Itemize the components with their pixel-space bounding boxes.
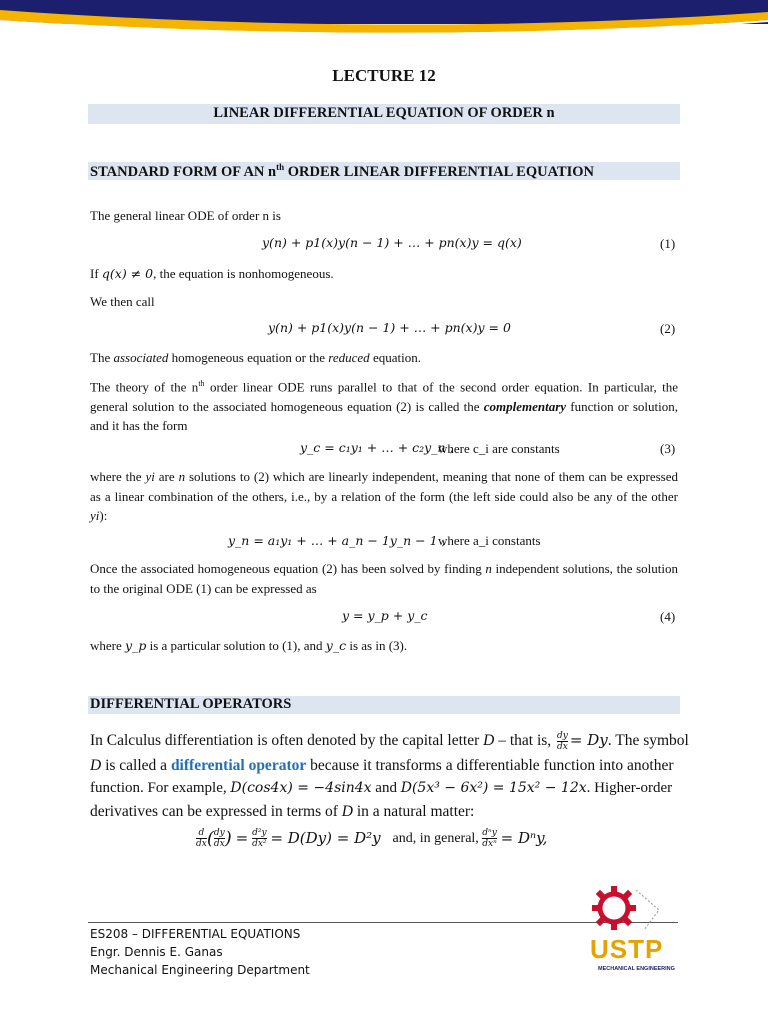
ustp-logo-subtext: MECHANICAL ENGINEERING xyxy=(598,966,675,972)
d-dx-fraction: $\frac{d}{dx}$ xyxy=(196,827,207,849)
topic-title: LINEAR DIFFERENTIAL EQUATION OF ORDER n xyxy=(213,105,555,121)
linear-independence-paragraph: where the yi are n solutions to (2) which are linearly independent, meaning that none of them can be expressed as a linear combination of the others, i.e., by a relation of the form (the left side could also be any of the other yi): xyxy=(90,469,678,523)
dny-dxn-fraction: dⁿy dxⁿ xyxy=(482,827,497,849)
footer-instructor: Engr. Dennis E. Ganas xyxy=(90,945,223,959)
equation-3-where: where c_i are constants xyxy=(438,441,560,456)
section2-title: DIFFERENTIAL OPERATORS xyxy=(90,696,292,712)
section1-title: STANDARD FORM OF AN $n^{th}$ ORDER LINEAR DIFFERENTIAL EQUATION xyxy=(90,162,595,180)
operator-line-4: derivatives can be expressed in terms of D in a natural matter: xyxy=(90,803,475,820)
footer-department: Mechanical Engineering Department xyxy=(90,963,310,977)
equation-4: y = y_p + y_c xyxy=(342,608,428,623)
linear-combination-equation: y_n = a₁y₁ + … + a_n − 1y_n − 1 , xyxy=(228,533,446,548)
footer-course: ES208 – DIFFERENTIAL EQUATIONS xyxy=(90,927,301,941)
lecture-title: LECTURE 12 xyxy=(332,66,436,85)
equation-3-number: (3) xyxy=(660,441,676,456)
operator-line-2: D is called a differential operator because it transforms a differentiable function into another xyxy=(90,757,674,774)
equation-2-number: (2) xyxy=(660,321,676,336)
linear-combination-where: where a_i constants xyxy=(438,533,541,548)
ustp-logo-text: USTP xyxy=(590,934,664,964)
equation-3: y_c = c₁y₁ + … + c₂y_n , xyxy=(300,440,454,455)
we-then-call-text: We then call xyxy=(90,294,155,309)
ustp-gear-logo-icon xyxy=(584,880,674,936)
once-solved-paragraph: Once the associated homogeneous equation (2) has been solved by finding n independent solutions, the solution to the original ODE (1) can be expressed as xyxy=(90,561,679,596)
top-banner xyxy=(0,0,768,40)
equation-4-number: (4) xyxy=(660,609,676,624)
equation-1: y(n) + p1(x)y(n − 1) + … + pn(x)y = q(x) xyxy=(262,235,522,250)
higher-order-equation: $\frac{d}{dx}$ ( $\frac{dy}{dx}$ ) = $\frac{\text{d²y}}{\text{dx²}}$ = D(Dy) = D²y and, in general, dⁿy dxⁿ = Dⁿy, xyxy=(196,827,548,849)
theory-paragraph: The theory of the $n^{th}$ order linear ODE runs parallel to that of the second order equation. In particular, the general solution to the associated homogeneous equation (2) is called the complementary function or solution, and it has the form xyxy=(90,379,679,434)
operator-line-3: function. For example, D(cos4x) = −4sin4x and D(5x³ − 6x²) = 15x² − 12x. Higher-order xyxy=(90,780,673,796)
equation-2: y(n) + p1(x)y(n − 1) + … + pn(x)y = 0 xyxy=(268,320,511,335)
dy-dx-fraction: $\frac{dy}{dx}$ xyxy=(557,730,568,752)
intro-text: The general linear ODE of order n is xyxy=(90,208,281,223)
particular-solution-text: where y_p is a particular solution to (1), and y_c is as in (3). xyxy=(90,638,408,653)
dy-dx-inner-fraction: $\frac{dy}{dx}$ xyxy=(213,827,225,849)
associated-text: The associated homogeneous equation or the reduced equation. xyxy=(90,350,421,365)
equation-1-number: (1) xyxy=(660,236,676,251)
nonhomogeneous-text: If q(x) ≠ 0, the equation is nonhomogeneous. xyxy=(90,266,334,281)
operator-line-1: In Calculus differentiation is often denoted by the capital letter D – that is, $\frac{dy}{dx}$ = Dy. The symbol xyxy=(90,730,689,752)
d2y-dx2-fraction: $\frac{\text{d²y}}{\text{dx²}}$ xyxy=(252,827,267,849)
